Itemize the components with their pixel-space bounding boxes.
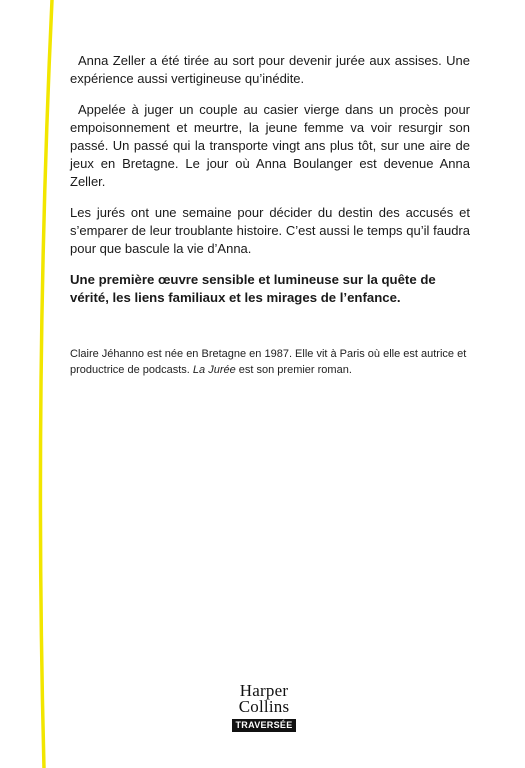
book-title: La Jurée (192, 363, 236, 376)
summary-paragraph-2: Appelée à juger un couple au casier vierge dans un procès pour empoisonnement et meurtre, la jeune femme va voir resurgir son passé. Un passé qui la transporte vingt ans plus tôt, sur une aire de jeux en Bretagne. Le jour où Anna Boulanger est devenue Anna Zeller. (70, 102, 470, 189)
logo-collins: Collins (238, 697, 290, 716)
logo-harper: Harper (239, 681, 289, 700)
tagline: Une première œuvre sensible et lumineuse sur la quête de vérité, les liens familiaux et les mirages de l’enfance. (70, 272, 436, 305)
blurb (70, 52, 470, 378)
author-bio (70, 347, 470, 378)
yellow-accent-line (0, 0, 60, 768)
author-bio-end: est son premier roman. (235, 363, 352, 376)
publisher-logo (228, 683, 300, 731)
summary-paragraph-3: Les jurés ont une semaine pour décider du destin des accusés et s’emparer de leur troublante histoire. C’est aussi le temps qu’il faudra pour que bascule la vie d’Anna. (70, 205, 470, 256)
summary-paragraph-1: Anna Zeller a été tirée au sort pour devenir jurée aux assises. Une expérience aussi vertigineuse qu’inédite. (70, 53, 470, 86)
imprint-badge: TRAVERSÉE (232, 719, 295, 732)
author-bio-text: Claire Jéhanno est née en Bretagne en 1987. Elle vit à Paris où elle est autrice et productrice de podcasts. (70, 348, 467, 376)
